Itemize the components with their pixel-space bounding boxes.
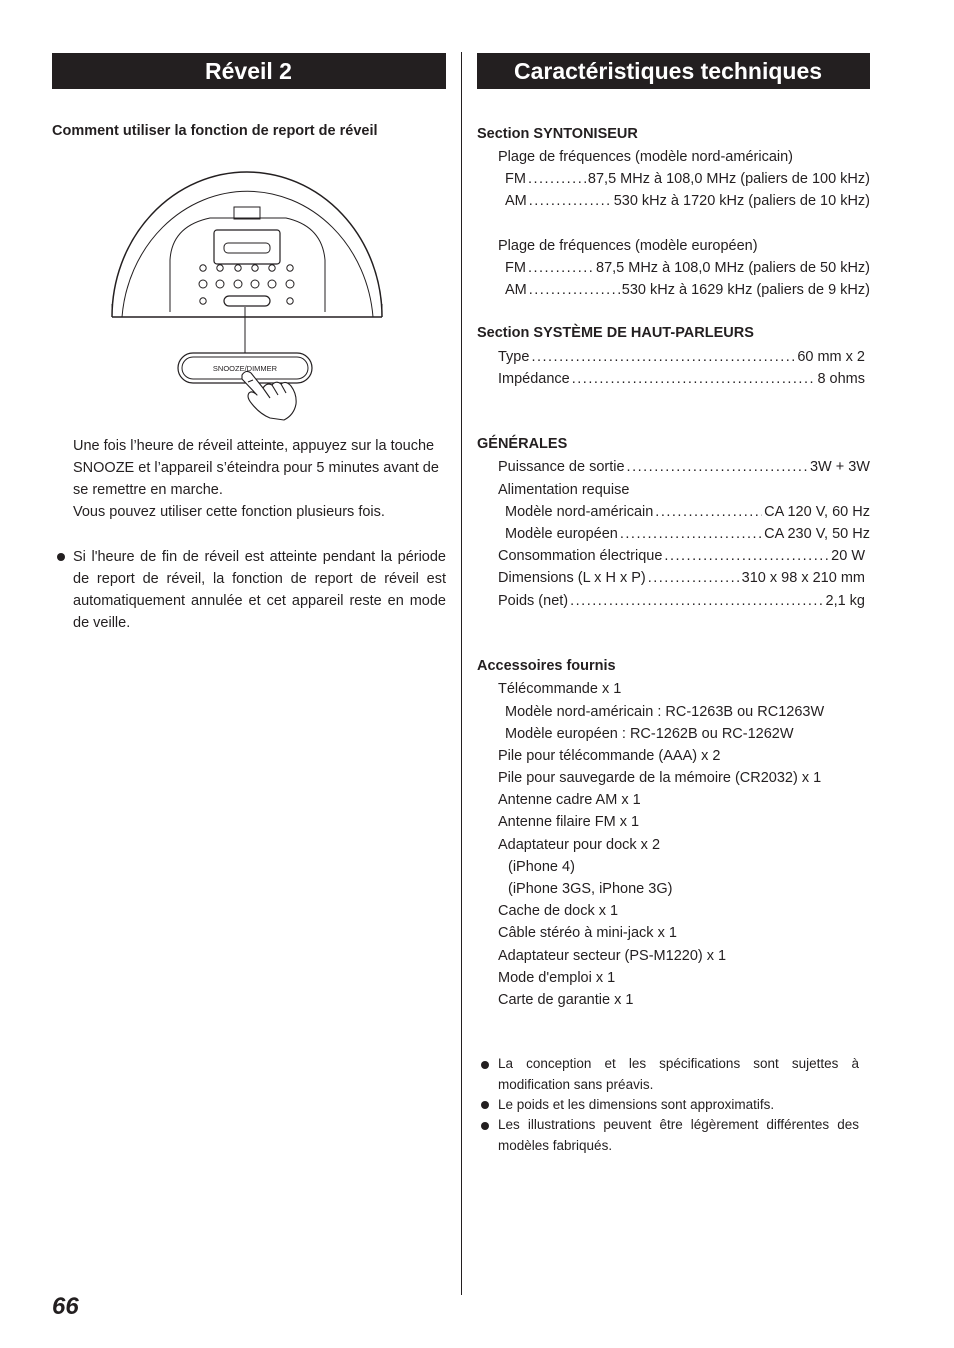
spec-value: 3W + 3W (809, 459, 870, 475)
instruction-line-1: Une fois l’heure de réveil atteinte, appuyez sur la touche (73, 438, 435, 454)
accessories-title: Accessoires fournis (477, 658, 616, 674)
spec-value: 530 kHz à 1720 kHz (paliers de 10 kHz) (613, 193, 870, 209)
note-item: Le poids et les dimensions sont approximatifs. (498, 1097, 775, 1112)
accessory-item: Cache de dock x 1 (498, 903, 619, 919)
section-title: Réveil 2 (205, 58, 292, 84)
spec-value: CA 230 V, 50 Hz (764, 526, 870, 542)
accessory-subitem: (iPhone 4) (508, 859, 575, 875)
spec-label: Consommation électrique (498, 548, 663, 564)
spec-label: Modèle nord-américain (505, 504, 654, 520)
snooze-note: Si l'heure de fin de réveil est atteinte pendant la période de report de réveil, la fonction de report de réveil est automatiquement annulée et cet appareil reste en mode de veille. (73, 549, 446, 631)
subsection-title: Comment utiliser la fonction de report de réveil (52, 123, 378, 139)
accessory-item: Pile pour sauvegarde de la mémoire (CR2032) x 1 (498, 770, 822, 786)
accessory-subitem: Modèle européen : RC-1262B ou RC-1262W (505, 726, 794, 742)
accessory-item: Antenne filaire FM x 1 (498, 814, 640, 830)
spec-row (505, 523, 870, 545)
accessory-item: Adaptateur secteur (PS-M1220) x 1 (498, 948, 727, 964)
spec-row (498, 368, 865, 390)
spec-row (498, 456, 870, 478)
instruction-line-2: SNOOZE et l’appareil s’éteindra pour 5 minutes avant de (73, 460, 439, 476)
spec-value: 2,1 kg (825, 593, 865, 609)
snooze-key (224, 296, 270, 306)
accessory-item: Carte de garantie x 1 (498, 992, 634, 1008)
spec-value: 20 W (831, 548, 865, 564)
spec-value: 87,5 MHz à 108,0 MHz (paliers de 100 kHz) (587, 171, 870, 187)
section-header-reveil (52, 53, 446, 89)
spec-value: 60 mm x 2 (797, 349, 865, 365)
spec-label: Modèle européen (505, 526, 618, 542)
instruction-line-3: se remettre en marche. (73, 482, 223, 498)
tuner-na-label: Plage de fréquences (modèle nord-américain) (498, 149, 793, 165)
snooze-dimmer-label: SNOOZE/DIMMER (212, 364, 278, 373)
spec-row (505, 257, 870, 279)
accessory-item: Adaptateur pour dock x 2 (498, 837, 661, 853)
spec-row (505, 279, 870, 301)
device-inner-outline (122, 191, 373, 317)
note-item: La conception et les spécifications sont sujettes à modification sans préavis. (498, 1056, 859, 1092)
spec-label: Dimensions (L x H x P) (498, 570, 646, 586)
tuner-eu-label: Plage de fréquences (modèle européen) (498, 238, 758, 254)
snooze-illustration (100, 150, 400, 435)
spec-value: 310 x 98 x 210 mm (741, 570, 865, 586)
spec-label: FM (505, 260, 526, 276)
spec-row (498, 346, 865, 368)
front-panel (170, 218, 325, 312)
spec-row (505, 168, 870, 190)
button-grid (199, 265, 294, 304)
spec-value: 530 kHz à 1629 kHz (paliers de 9 kHz) (621, 282, 870, 298)
spec-label: FM (505, 171, 526, 187)
general-title: GÉNÉRALES (477, 436, 568, 452)
accessory-item: Mode d'emploi x 1 (498, 970, 616, 986)
bullet-dot (481, 1122, 489, 1130)
spec-row (505, 501, 870, 523)
spec-value: 87,5 MHz à 108,0 MHz (paliers de 50 kHz) (596, 260, 870, 276)
accessory-subitem: (iPhone 3GS, iPhone 3G) (508, 881, 673, 897)
spec-label: Type (498, 349, 530, 365)
column-divider (461, 52, 462, 1295)
accessory-item: Antenne cadre AM x 1 (498, 792, 641, 808)
speakers-title: Section SYSTÈME DE HAUT-PARLEURS (477, 325, 754, 341)
note-item: Les illustrations peuvent être légèrement différentes des modèles fabriqués. (498, 1117, 859, 1153)
accessory-item: Pile pour télécommande (AAA) x 2 (498, 748, 721, 764)
spec-label: Puissance de sortie (498, 459, 625, 475)
spec-row (498, 590, 865, 612)
accessory-item: Télécommande x 1 (498, 681, 622, 697)
spec-label: Impédance (498, 371, 570, 387)
spec-value: 8 ohms (817, 371, 865, 387)
dock-connector (234, 207, 260, 219)
spec-label: AM (505, 193, 527, 209)
spec-row (505, 190, 870, 212)
section-header-caracteristiques (477, 53, 870, 89)
spec-row (498, 545, 865, 567)
spec-label: AM (505, 282, 527, 298)
accessory-subitem: Modèle nord-américain : RC-1263B ou RC1263W (505, 704, 825, 720)
section-title: Caractéristiques techniques (514, 58, 823, 84)
device-outline (112, 172, 382, 317)
power-label: Alimentation requise (498, 482, 630, 498)
page-number: 66 (52, 1293, 79, 1320)
spec-label: Poids (net) (498, 593, 569, 609)
tuner-title: Section SYNTONISEUR (477, 126, 638, 142)
bullet-dot (481, 1101, 489, 1109)
bullet-dot (57, 553, 65, 561)
spec-value: CA 120 V, 60 Hz (764, 504, 870, 520)
instruction-line-4: Vous pouvez utiliser cette fonction plusieurs fois. (73, 504, 385, 520)
bullet-dot (481, 1061, 489, 1069)
accessory-item: Câble stéréo à mini-jack x 1 (498, 925, 677, 941)
spec-row (498, 567, 865, 589)
